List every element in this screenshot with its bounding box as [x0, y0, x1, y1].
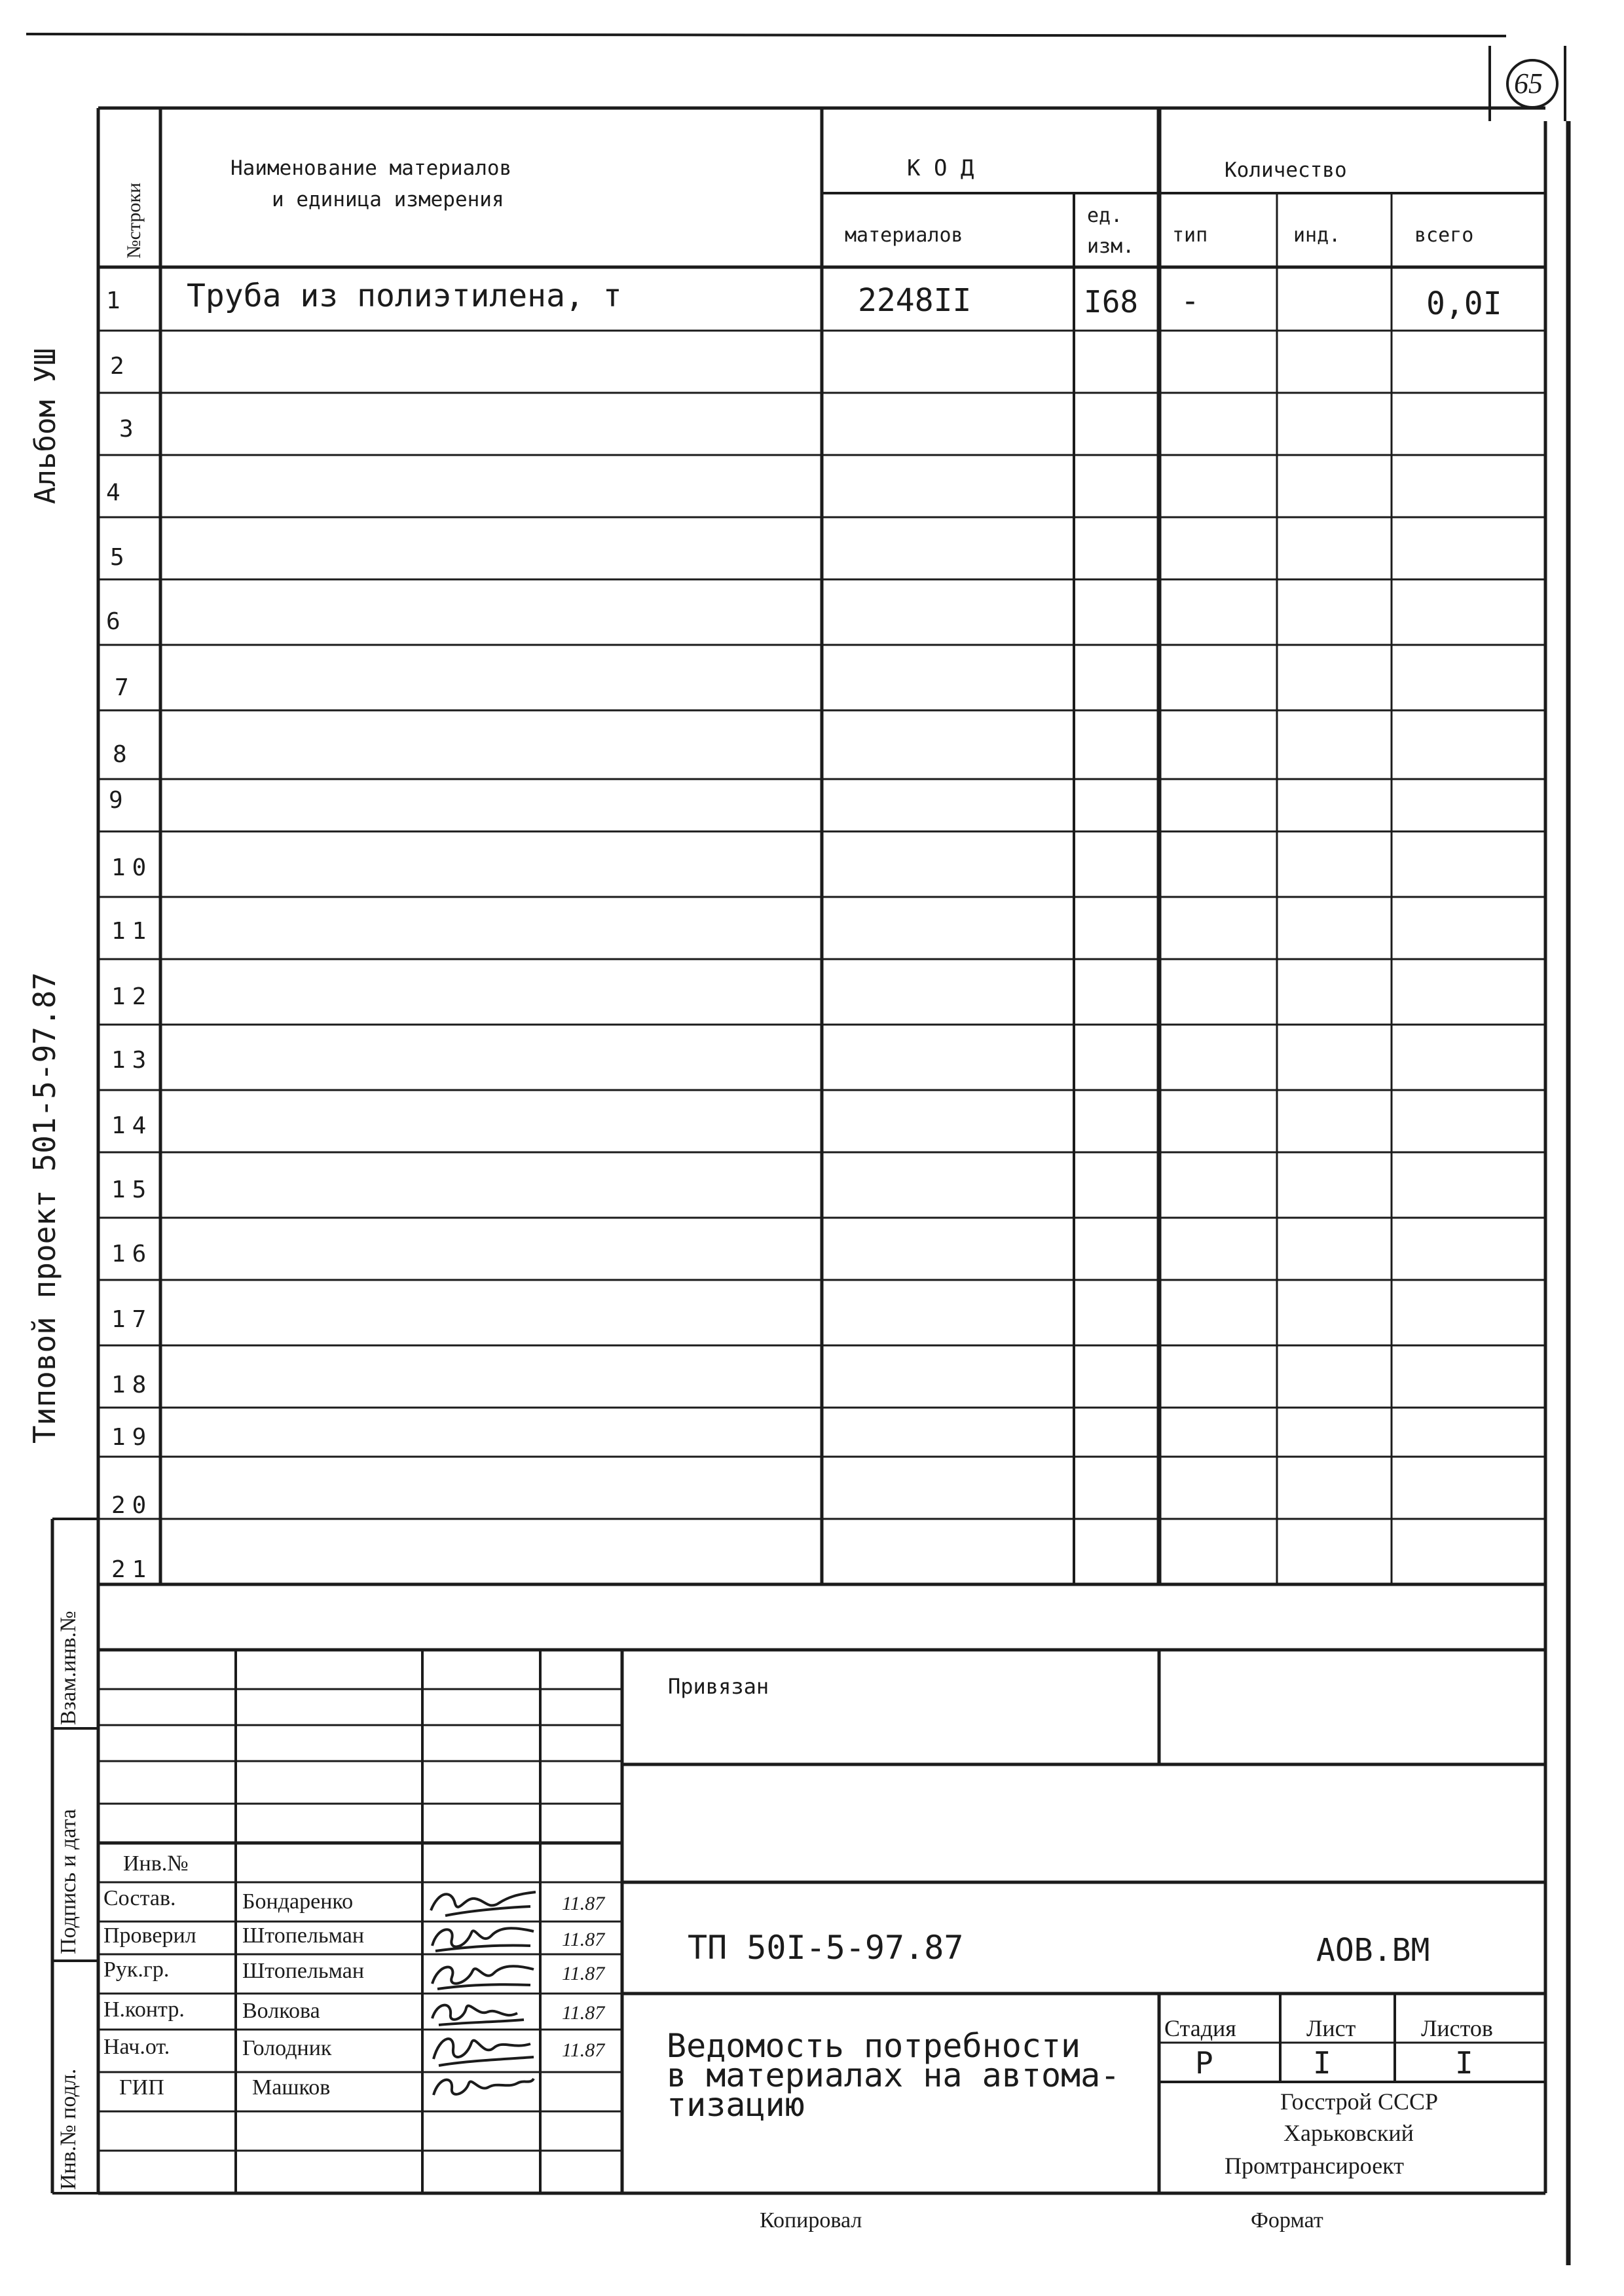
header-qty-ind: инд.: [1293, 224, 1341, 247]
row-no: 14: [111, 1112, 153, 1139]
role-ruk-gr: Рук.гр.: [103, 1958, 170, 1982]
sheets-value: I: [1455, 2045, 1473, 2081]
header-kod-materials: материалов: [845, 224, 963, 247]
header-row-no: №строки: [123, 182, 145, 259]
project-label: Типовой проект 501-5-97.87: [27, 972, 62, 1444]
footer-copied: Копировал: [760, 2208, 862, 2232]
header-quantity: Количество: [1225, 158, 1347, 182]
date-3: 11.87: [562, 1963, 605, 1984]
role-n-kontr: Н.контр.: [103, 1997, 185, 2022]
role-sostav: Состав.: [103, 1886, 176, 1910]
row-no: 7: [115, 674, 129, 701]
row-no: 6: [106, 608, 120, 635]
row-no: 13: [111, 1047, 153, 1074]
row-no: 4: [106, 479, 120, 506]
sheet-label: Лист: [1306, 2015, 1356, 2041]
row-no: 8: [113, 741, 127, 768]
signature-golodnik: [426, 2030, 540, 2069]
footer-format: Формат: [1251, 2208, 1323, 2232]
sheet-value: I: [1313, 2045, 1331, 2081]
row-no: 2: [110, 353, 124, 380]
page-number: 65: [1514, 67, 1543, 100]
name-shtopelman-2: Штопельман: [242, 1959, 365, 1983]
privyazan-label: Привязан: [668, 1674, 769, 1699]
date-4: 11.87: [562, 2002, 605, 2024]
row-no: 3: [119, 416, 134, 443]
name-shtopelman-1: Штопельман: [242, 1923, 365, 1948]
row-no: 21: [111, 1556, 153, 1583]
row-1-total: 0,0I: [1426, 285, 1502, 322]
doc-mark: АОВ.ВМ: [1316, 1932, 1430, 1969]
album-label: Альбом УШ: [29, 348, 62, 504]
header-kod-unit-2: изм.: [1087, 235, 1135, 258]
row-no: 5: [110, 544, 124, 571]
row-no: 11: [111, 918, 153, 945]
name-volkova: Волкова: [242, 1999, 320, 2023]
date-5: 11.87: [562, 2039, 605, 2061]
doc-code: ТП 50I-5-97.87: [688, 1929, 964, 1967]
row-no: 17: [111, 1306, 153, 1333]
inv-podl-label: Инв.№ подл.: [56, 2068, 81, 2190]
header-name-line2: и единица измерения: [272, 188, 504, 211]
role-proveril: Проверил: [103, 1923, 196, 1948]
row-1-name: Труба из полиэтилена, т: [187, 278, 622, 314]
row-no: 1: [106, 287, 120, 314]
name-mashkov: Машков: [252, 2075, 331, 2100]
row-no: 10: [111, 854, 153, 881]
sheets-label: Листов: [1421, 2015, 1493, 2041]
row-no: 12: [111, 983, 153, 1010]
header-qty-total: всего: [1414, 224, 1474, 247]
name-bondarenko: Бондаренко: [242, 1889, 354, 1914]
stage-label: Стадия: [1164, 2015, 1236, 2041]
org-line2: Харьковский: [1283, 2120, 1414, 2146]
row-1-code: 2248II: [858, 282, 972, 319]
row-no: 19: [111, 1424, 153, 1451]
name-golodnik: Голодник: [242, 2036, 332, 2060]
signature-shtopelman-2: [426, 1956, 540, 1992]
org-line1: Госстрой СССР: [1280, 2088, 1438, 2115]
date-1: 11.87: [562, 1893, 605, 1914]
signature-bondarenko: [426, 1884, 540, 1920]
row-no: 18: [111, 1372, 153, 1398]
role-gip: ГИП: [119, 2075, 164, 2100]
date-2: 11.87: [562, 1929, 605, 1950]
doc-title-line1: Ведомость потребности: [667, 2027, 1081, 2065]
inv-no-label: Инв.№: [123, 1851, 189, 1876]
role-nach-ot: Нач.от.: [103, 2035, 170, 2059]
stage-value: Р: [1195, 2045, 1213, 2081]
header-qty-type: тип: [1172, 224, 1208, 247]
doc-title-line2: в материалах на автома-: [667, 2056, 1120, 2094]
row-1-unit: I68: [1084, 284, 1139, 319]
row-no: 20: [111, 1492, 153, 1519]
signature-shtopelman-1: [426, 1920, 540, 1956]
header-kod-unit-1: ед.: [1087, 204, 1123, 227]
vzam-inv-label: Взам.инв.№: [56, 1611, 81, 1725]
org-line3: Промтрансироект: [1225, 2153, 1404, 2179]
podpis-data-label: Подпись и дата: [56, 1809, 81, 1954]
header-name-line1: Наименование материалов: [231, 156, 512, 180]
row-1-type: -: [1181, 283, 1200, 319]
row-no: 9: [109, 787, 123, 814]
doc-title-line3: тизацию: [667, 2086, 805, 2124]
row-no: 16: [111, 1241, 153, 1267]
signature-volkova: [426, 1994, 540, 2030]
signature-mashkov: [426, 2069, 540, 2105]
row-no: 15: [111, 1176, 153, 1203]
header-kod: К О Д: [907, 155, 974, 181]
